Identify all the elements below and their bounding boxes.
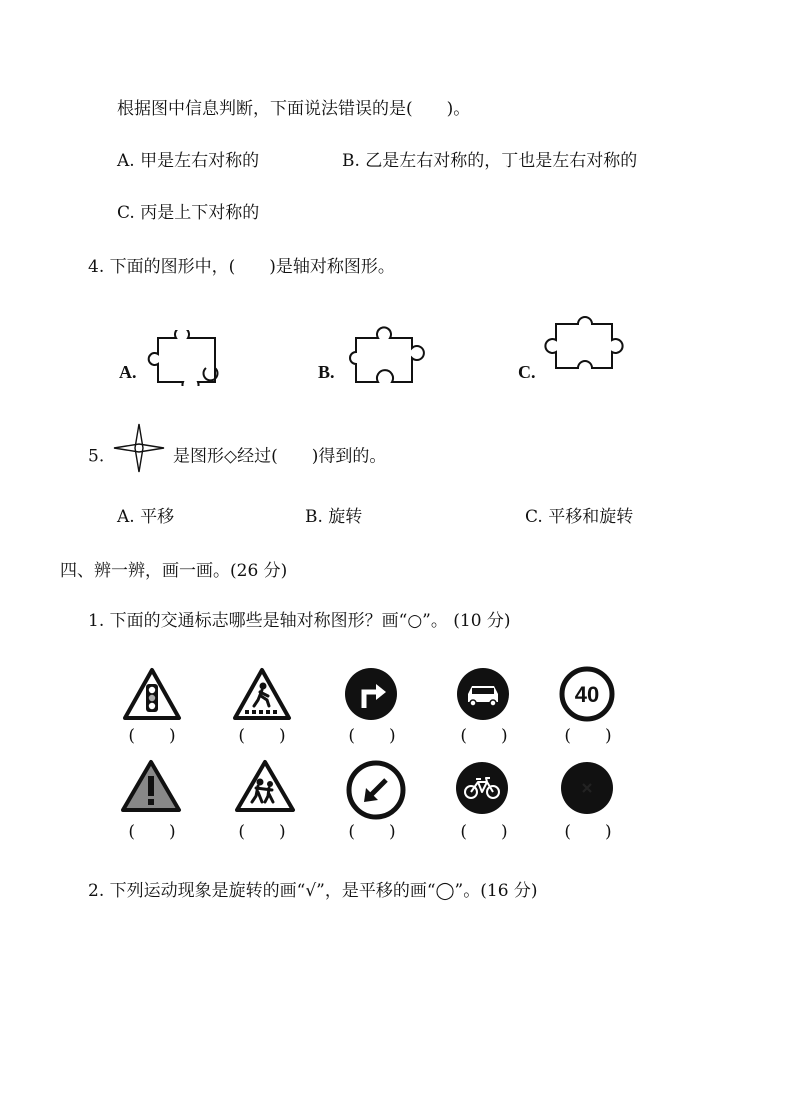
answer-blank-2-5[interactable]: ( ) bbox=[564, 822, 612, 842]
speed-limit-sign-icon bbox=[558, 666, 616, 722]
q5-option-c: C. 平移和旋转 bbox=[525, 507, 634, 527]
section-4-q2-stem: 2. 下列运动现象是旋转的画“√”，是平移的画“◯”。(16 分) bbox=[88, 881, 538, 901]
answer-blank-1-2[interactable]: ( ) bbox=[238, 726, 286, 746]
speed-limit-value: 40 bbox=[574, 682, 600, 707]
section-4-title: 四、辨一辨，画一画。(26 分) bbox=[60, 561, 288, 581]
q4-label-b: B. bbox=[318, 362, 335, 382]
rotated-diamond-figure bbox=[110, 420, 168, 476]
q3-option-c: C. 丙是上下对称的 bbox=[117, 203, 260, 223]
answer-blank-1-5[interactable]: ( ) bbox=[564, 726, 612, 746]
answer-blank-2-4[interactable]: ( ) bbox=[460, 822, 508, 842]
puzzle-piece-b bbox=[338, 322, 434, 388]
q5-number: 5. bbox=[88, 446, 105, 467]
q5-stem bbox=[88, 438, 386, 476]
q5-stem-text: 是图形◇经过( )得到的。 bbox=[173, 446, 387, 467]
answer-blank-1-4[interactable]: ( ) bbox=[460, 726, 508, 746]
section-4-q1-stem: 1. 下面的交通标志哪些是轴对称图形？画“○”。 (10 分) bbox=[88, 611, 511, 631]
answer-blank-1-3[interactable]: ( ) bbox=[348, 726, 396, 746]
turn-right-sign-icon bbox=[342, 666, 400, 722]
black-circle-sign-icon bbox=[558, 760, 616, 816]
puzzle-piece-c bbox=[540, 306, 632, 386]
answer-blank-2-3[interactable]: ( ) bbox=[348, 822, 396, 842]
danger-warning-sign-icon bbox=[120, 758, 182, 814]
no-motor-vehicle-sign-icon bbox=[454, 666, 512, 722]
answer-blank-2-2[interactable]: ( ) bbox=[238, 822, 286, 842]
q3-option-a: A. 甲是左右对称的 bbox=[117, 151, 260, 171]
q5-option-b: B. 旋转 bbox=[305, 507, 363, 527]
q4-label-a: A. bbox=[119, 362, 137, 382]
puzzle-piece-a bbox=[140, 330, 220, 386]
keep-left-down-sign-icon bbox=[344, 760, 408, 820]
children-crossing-sign-icon bbox=[234, 758, 296, 814]
traffic-light-warning-sign-icon bbox=[122, 666, 182, 722]
q3-stem: 根据图中信息判断，下面说法错误的是( )。 bbox=[117, 99, 471, 119]
pedestrian-crossing-sign-icon bbox=[232, 666, 292, 722]
q5-option-a: A. 平移 bbox=[117, 507, 175, 527]
bicycle-sign-icon bbox=[452, 760, 512, 816]
q4-label-c: C. bbox=[518, 362, 536, 382]
answer-blank-2-1[interactable]: ( ) bbox=[128, 822, 176, 842]
answer-blank-1-1[interactable]: ( ) bbox=[128, 726, 176, 746]
q3-option-b: B. 乙是左右对称的，丁也是左右对称的 bbox=[342, 151, 638, 171]
q4-stem: 4. 下面的图形中，( )是轴对称图形。 bbox=[88, 257, 395, 277]
